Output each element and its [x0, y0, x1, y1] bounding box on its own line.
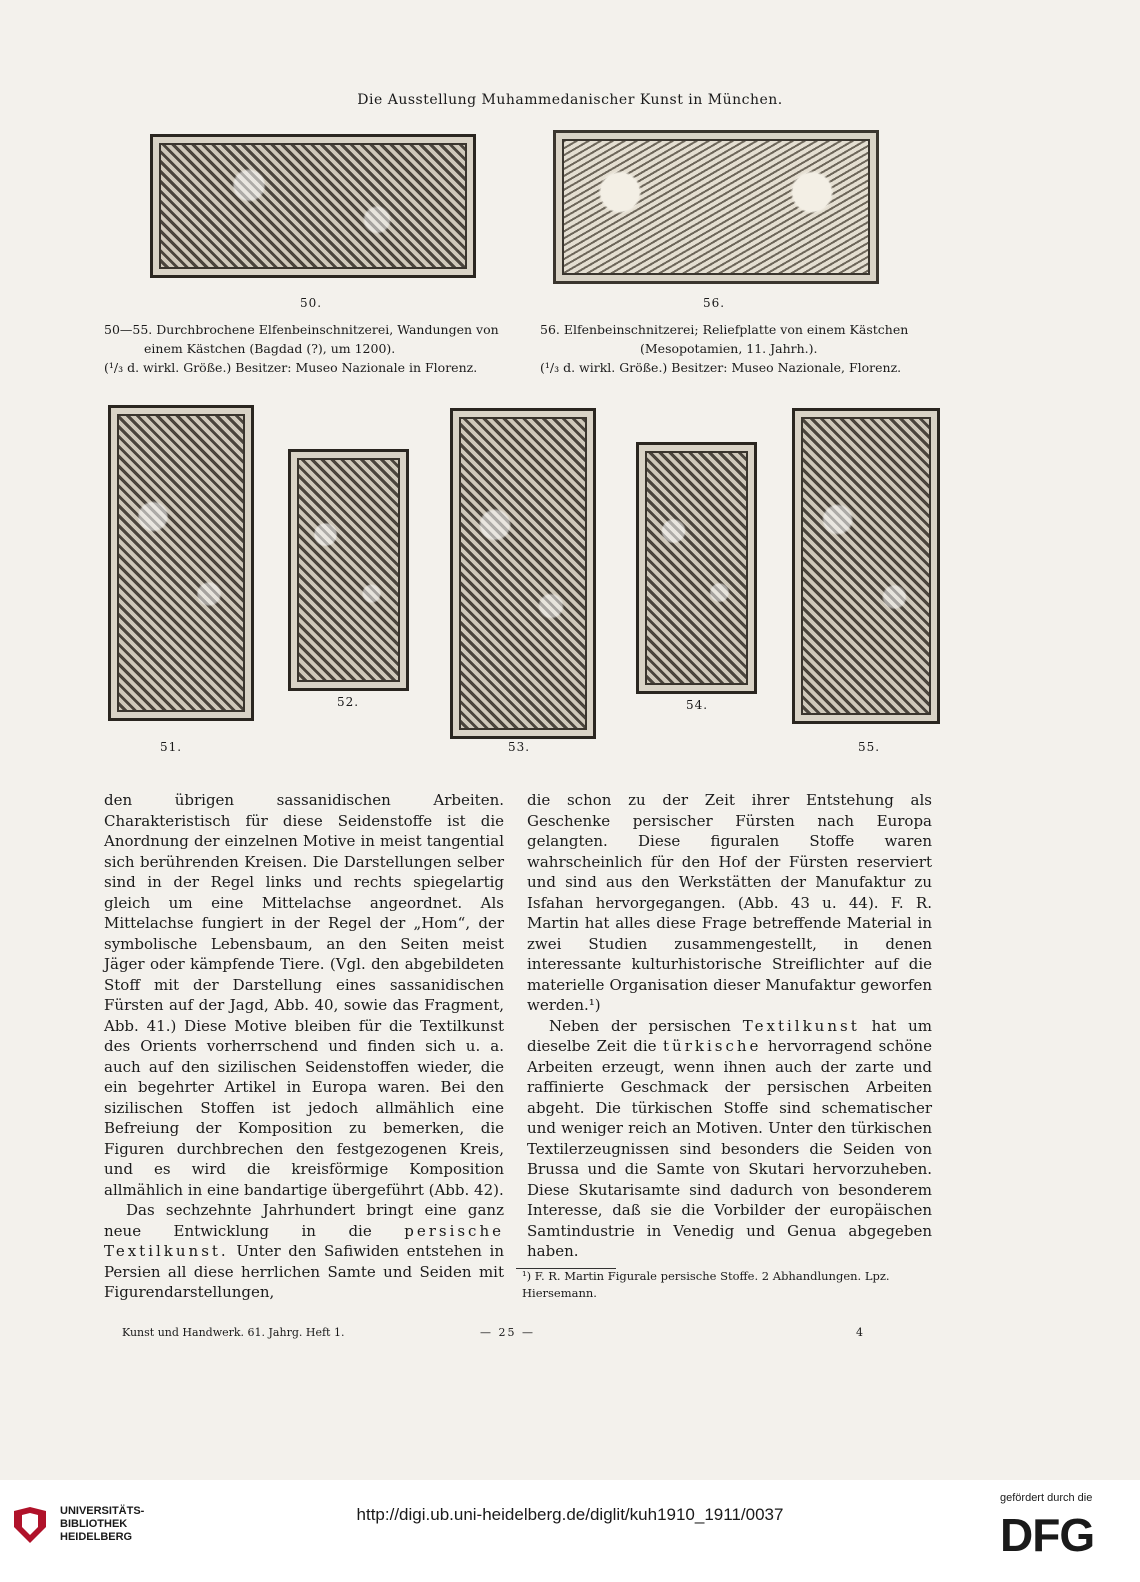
- figure-54-panel: [636, 442, 757, 694]
- figure-55-number: 55.: [858, 740, 881, 754]
- text-run: hervorragend schöne Arbeiten erzeugt, wenn ihnen auch der zarte und raffinierte Geschmack der persischen Arbeiten abgeht. Die türkischen Stoffe sind schematischer und weniger reich an Motiven. Unter den türkischen Textilerzeugnissen sind besonders die Seiden von Brussa und die Samte von Skutari hervorzuheben. Diese Skutarisamte sind dadurch von besonderem Interesse, daß sie die Vorbilder der europäischen Samtindustrie in Venedig und Genua abgegeben haben.: [527, 1037, 932, 1260]
- right-text-column: [527, 790, 932, 1262]
- library-name-line: UNIVERSITÄTS-: [60, 1505, 145, 1517]
- figure-51-panel: [108, 405, 254, 721]
- figure-53-number: 53.: [508, 740, 531, 754]
- spaced-text: türkische: [663, 1037, 762, 1055]
- sponsor-text: gefördert durch die: [1000, 1492, 1093, 1504]
- spaced-text: Textilkunst: [742, 1016, 860, 1035]
- page-number: — 25 —: [480, 1326, 535, 1339]
- figure-56-number: 56.: [703, 296, 726, 310]
- figure-54-number: 54.: [686, 698, 709, 712]
- figure-50-number: 50.: [300, 296, 323, 310]
- dfg-logo: DFG: [1000, 1509, 1095, 1561]
- figure-51-number: 51.: [160, 740, 183, 754]
- figure-53-panel: [450, 408, 596, 739]
- paragraph: die schon zu der Zeit ihrer Entstehung als Geschenke persischer Fürsten nach Europa gelangten. Diese figuralen Stoffe waren wahrscheinlich für den Hof der Fürsten reserviert und sind aus den Werkstätten der Manufaktur zu Isfahan hervorgegangen. (Abb. 43 u. 44). F. R. Martin hat alles diese Frage betreffende Material in zwei Studien zusammengestellt, in denen interessante kulturhistorische Streiflichter auf die materielle Organisation dieser Manufaktur geworfen werden.¹): [527, 791, 932, 1014]
- text-run: Das sechzehnte Jahrhundert bringt eine ganz neue Entwicklung in die: [104, 1201, 504, 1240]
- caption-figure-56: [540, 320, 908, 377]
- library-name-line: BIBLIOTHEK: [60, 1518, 128, 1530]
- paragraph: [527, 1016, 932, 1262]
- figure-52-number: 52.: [337, 695, 360, 709]
- figure-56-relief-plate: [553, 130, 879, 284]
- source-url-link[interactable]: http://digi.ub.uni-heidelberg.de/diglit/kuh1910_1911/0037: [356, 1505, 784, 1524]
- left-text-column: [104, 790, 504, 1303]
- caption-line: (¹/₃ d. wirkl. Größe.) Besitzer: Museo Nazionale, Florenz.: [540, 360, 902, 375]
- caption-figures-50-55: [104, 320, 499, 377]
- paragraph: [104, 1200, 504, 1303]
- figure-52-panel: [288, 449, 409, 691]
- digitization-banner: [0, 1480, 1140, 1582]
- figure-50-ivory-panel: [150, 134, 476, 278]
- paragraph: den übrigen sassanidischen Arbeiten. Charakteristisch für diese Seidenstoffe ist die Anordnung der einzelnen Motive in meist tangential sich berührenden Kreisen. Die Darstellungen selber sind in der Regel links und rechts spiegelartig gleich um eine Mittelachse angeordnet. Als Mittelachse fungiert in der Regel der „Hom“, der symbolische Lebensbaum, an den Seiten meist Jäger oder kämpfende Tiere. (Vgl. den abgebildeten Stoff mit der Darstellung eines sassanidischen Fürsten auf der Jagd, Abb. 40, sowie das Fragment, Abb. 41.) Diese Motive bleiben für die Textilkunst des Orients vorherrschend und finden sich u. a. auch auf den sizilischen Seidenstoffen wieder, die ein begehrter Artikel in Europa waren. Bei den sizilischen Stoffen ist jedoch allmählich eine Befreiung der Komposition zu bemerken, die Figuren durchbrechen den festgezogenen Kreis, und es wird die kreisförmige Komposition allmählich in eine bandartige übergeführt (Abb. 42).: [104, 791, 504, 1199]
- spaced-text: persische Textilkunst.: [104, 1221, 504, 1260]
- caption-line: (Mesopotamien, 11. Jahrh.).: [640, 341, 818, 356]
- caption-line: 50—55. Durchbrochene Elfenbeinschnitzerei, Wandungen von: [104, 322, 499, 337]
- library-name-line: HEIDELBERG: [60, 1531, 133, 1543]
- caption-line: (¹/₃ d. wirkl. Größe.) Besitzer: Museo Nazionale in Florenz.: [104, 360, 478, 375]
- text-run: Neben der persischen: [549, 1016, 731, 1035]
- text-run: Unter den Safiwiden entstehen in Persien all diese herrlichen Samte und Seiden mit Figurendarstellungen,: [104, 1242, 504, 1301]
- running-header: Die Ausstellung Muhammedanischer Kunst in München.: [357, 92, 783, 108]
- journal-footer: Kunst und Handwerk. 61. Jahrg. Heft 1.: [122, 1326, 345, 1339]
- signature-number: 4: [856, 1326, 863, 1339]
- caption-line: einem Kästchen (Bagdad (?), um 1200).: [144, 341, 396, 356]
- figure-55-panel: [792, 408, 940, 724]
- text-run: hat um dieselbe Zeit die: [527, 1016, 932, 1055]
- caption-line: 56. Elfenbeinschnitzerei; Reliefplatte von einem Kästchen: [540, 322, 909, 337]
- footnote: ¹) F. R. Martin Figurale persische Stoffe. 2 Abhandlungen. Lpz. Hiersemann.: [522, 1269, 890, 1300]
